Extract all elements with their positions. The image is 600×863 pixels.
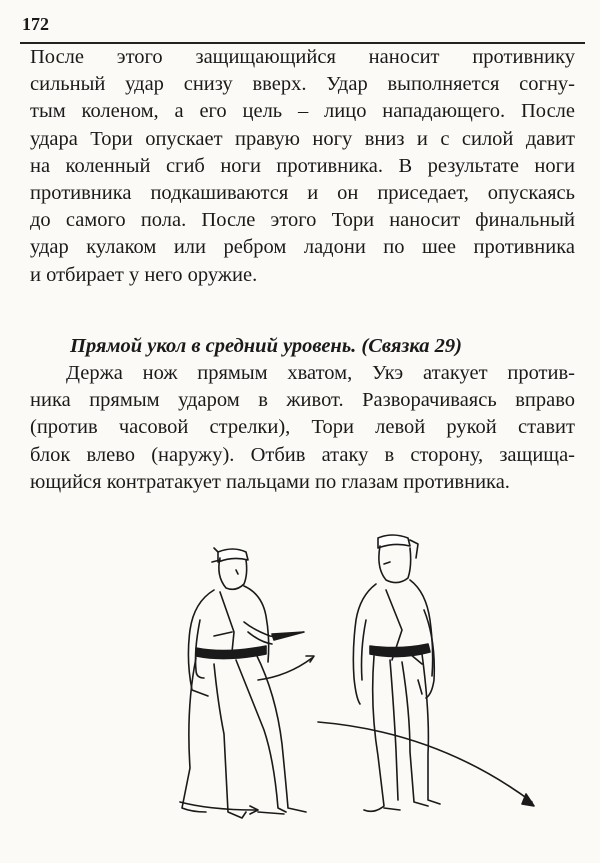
text-line: удара Тори опускает правую ногу вниз и с силой давит <box>30 127 575 150</box>
text-line: ющийся контратакует пальцами по глазам противника. <box>30 470 510 493</box>
text-line: Держа нож прямым хватом, Укэ атакует против- <box>66 362 575 384</box>
text-line: ника прямым ударом в живот. Разворачиваясь вправо <box>30 389 575 412</box>
two-fighters-illustration <box>140 530 560 850</box>
paragraph-2 <box>30 360 575 496</box>
text-line: до самого пола. После этого Тори наносит финальный <box>30 209 575 232</box>
text-line: противника подкашиваются и он приседает, опускаясь <box>30 181 575 204</box>
page-number: 172 <box>22 14 49 34</box>
tori-figure <box>353 535 440 811</box>
text-line: и отбирает у него оружие. <box>30 263 258 286</box>
text-line: сильный удар снизу вверх. Удар выполняется согну- <box>30 73 575 96</box>
motion-arc <box>318 722 532 802</box>
section-subheading: Прямой укол в средний уровень. (Связка 29) <box>70 335 462 357</box>
text-line: (против часовой стрелки), Тори левой рукой ставит <box>30 416 575 439</box>
paragraph-1 <box>30 44 575 289</box>
text-line: После этого защищающийся наносит противнику <box>30 46 575 68</box>
text-line: на коленный сгиб ноги противника. В результате ноги <box>30 154 575 177</box>
page-header <box>20 8 585 44</box>
text-line: тым коленом, а его цель – лицо нападающего. После <box>30 100 575 123</box>
text-line: удар кулаком или ребром ладони по шее противника <box>30 236 575 259</box>
uke-figure <box>180 548 314 818</box>
text-line: блок влево (наружу). Отбив атаку в сторону, защища- <box>30 443 575 466</box>
